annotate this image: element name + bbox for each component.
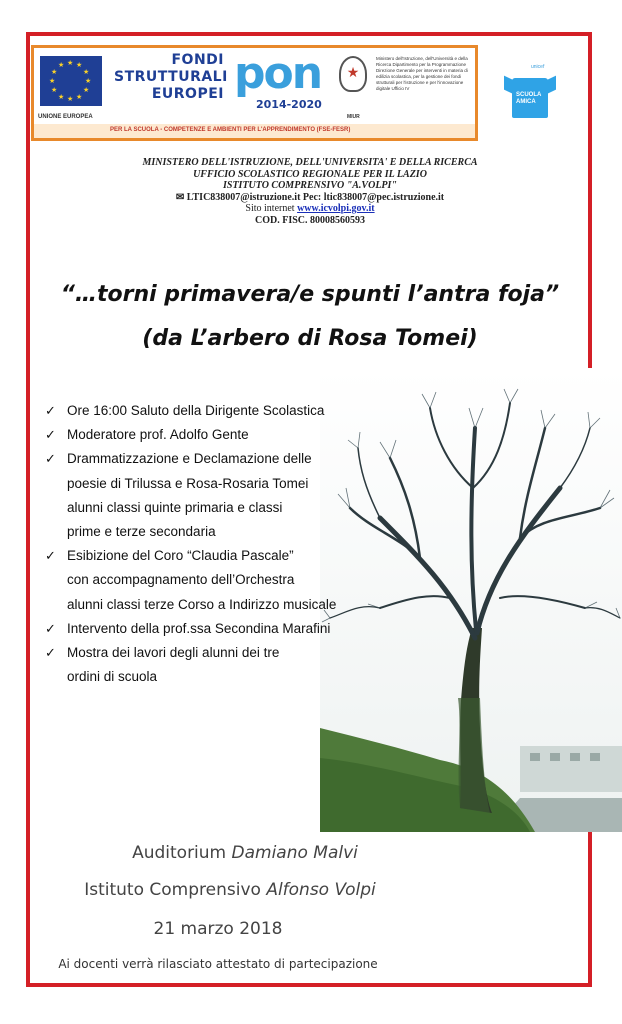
program-item-continuation: alunni classi quinte primaria e classi <box>67 499 283 515</box>
school <box>20 880 440 900</box>
email-text: LTIC838007@istruzione.it <box>186 191 301 203</box>
contact-line <box>100 192 520 204</box>
website-link[interactable]: www.icvolpi.gov.it <box>297 203 375 214</box>
unicef-shirt-icon <box>512 78 548 118</box>
office-line: UFFICIO SCOLASTICO REGIONALE PER IL LAZIO <box>193 168 427 180</box>
program-item-continuation: poesie di Trilussa e Rosa-Rosaria Tomei <box>67 475 309 491</box>
envelope-icon: ✉ <box>175 191 185 203</box>
event-date: 21 marzo 2018 <box>153 919 283 939</box>
unicef-label: unicef <box>531 64 545 70</box>
fondi-line: STRUTTURALI <box>114 69 228 85</box>
program-item: ✓ Drammatizzazione e Declamazione delle <box>45 447 355 471</box>
ministry-header <box>100 157 520 226</box>
pon-banner <box>31 45 478 141</box>
school-prefix: Istituto Comprensivo <box>84 880 261 900</box>
shirt-text: SCUOLA AMICA <box>516 92 542 105</box>
fondi-line: FONDI <box>171 52 224 68</box>
site-line <box>100 203 520 215</box>
miur-text: Ministero dell'Istruzione, dell'Università e della Ricerca Dipartimento per la Programmazione Direzione Generale per interventi in materia di edilizia scolastica, per la gestione dei fondi strutturali per l'istruzione e per l'innovazione digitale Ufficio IV <box>376 56 468 91</box>
fondi-strutturali-logo <box>114 52 228 103</box>
eu-flag-icon: ★ ★ ★ ★ ★ ★ ★ ★ ★ ★ ★ ★ <box>40 56 102 106</box>
school-name: Alfonso Volpi <box>266 880 376 900</box>
program-item: ✓ Mostra dei lavori degli alunni dei tre <box>45 641 355 665</box>
site-label: Sito internet <box>245 203 295 214</box>
fiscal-code: COD. FISC. 80008560593 <box>254 214 365 226</box>
miur-label: MIUR <box>347 114 360 120</box>
pec-email: ltic838007@pec.istruzione.it <box>323 191 445 203</box>
venue-prefix: Auditorium <box>132 843 227 863</box>
banner-strip-text: PER LA SCUOLA - COMPETENZE E AMBIENTI PER L'APPRENDIMENTO (FSE-FESR) <box>110 127 351 133</box>
program-item-continuation: con accompagnamento dell’Orchestra <box>67 572 295 588</box>
banner-strip <box>34 124 475 138</box>
pon-years: 2014-2020 <box>256 98 322 111</box>
pon-logo: pon <box>234 48 322 99</box>
venue-name: Damiano Malvi <box>231 843 358 863</box>
ministry-line: MINISTERO DELL'ISTRUZIONE, DELL'UNIVERSITA' E DELLA RICERCA <box>142 157 478 168</box>
italian-republic-emblem-icon: ★ <box>339 56 367 92</box>
program-item-continuation: ordini di scuola <box>67 669 158 685</box>
program-item-continuation: prime e terze secondaria <box>67 524 216 540</box>
program-item: ✓ Moderatore prof. Adolfo Gente <box>45 423 355 447</box>
attendance-note: Ai docenti verrà rilasciato attestato di partecipazione <box>58 957 378 971</box>
fondi-line: EUROPEI <box>151 86 224 102</box>
school-line: ISTITUTO COMPRENSIVO "A.VOLPI" <box>222 180 397 191</box>
program-item: ✓ Esibizione del Coro “Claudia Pascale” <box>45 544 355 568</box>
program-list <box>45 399 355 689</box>
tree-photo <box>320 368 622 832</box>
program-item: ✓ Intervento della prof.ssa Secondina Marafini <box>45 617 355 641</box>
pec-label: Pec: <box>302 191 322 203</box>
program-item: ✓ Ore 16:00 Saluto della Dirigente Scolastica <box>45 399 355 423</box>
eu-label: UNIONE EUROPEA <box>38 114 93 120</box>
event-title: “…torni primavera/e spunti l’antra foja” <box>60 282 560 307</box>
program-item-continuation: alunni classi terze Corso a Indirizzo musicale <box>67 596 337 612</box>
venue <box>30 843 460 863</box>
event-subtitle: (da L’arbero di Rosa Tomei) <box>142 326 478 351</box>
